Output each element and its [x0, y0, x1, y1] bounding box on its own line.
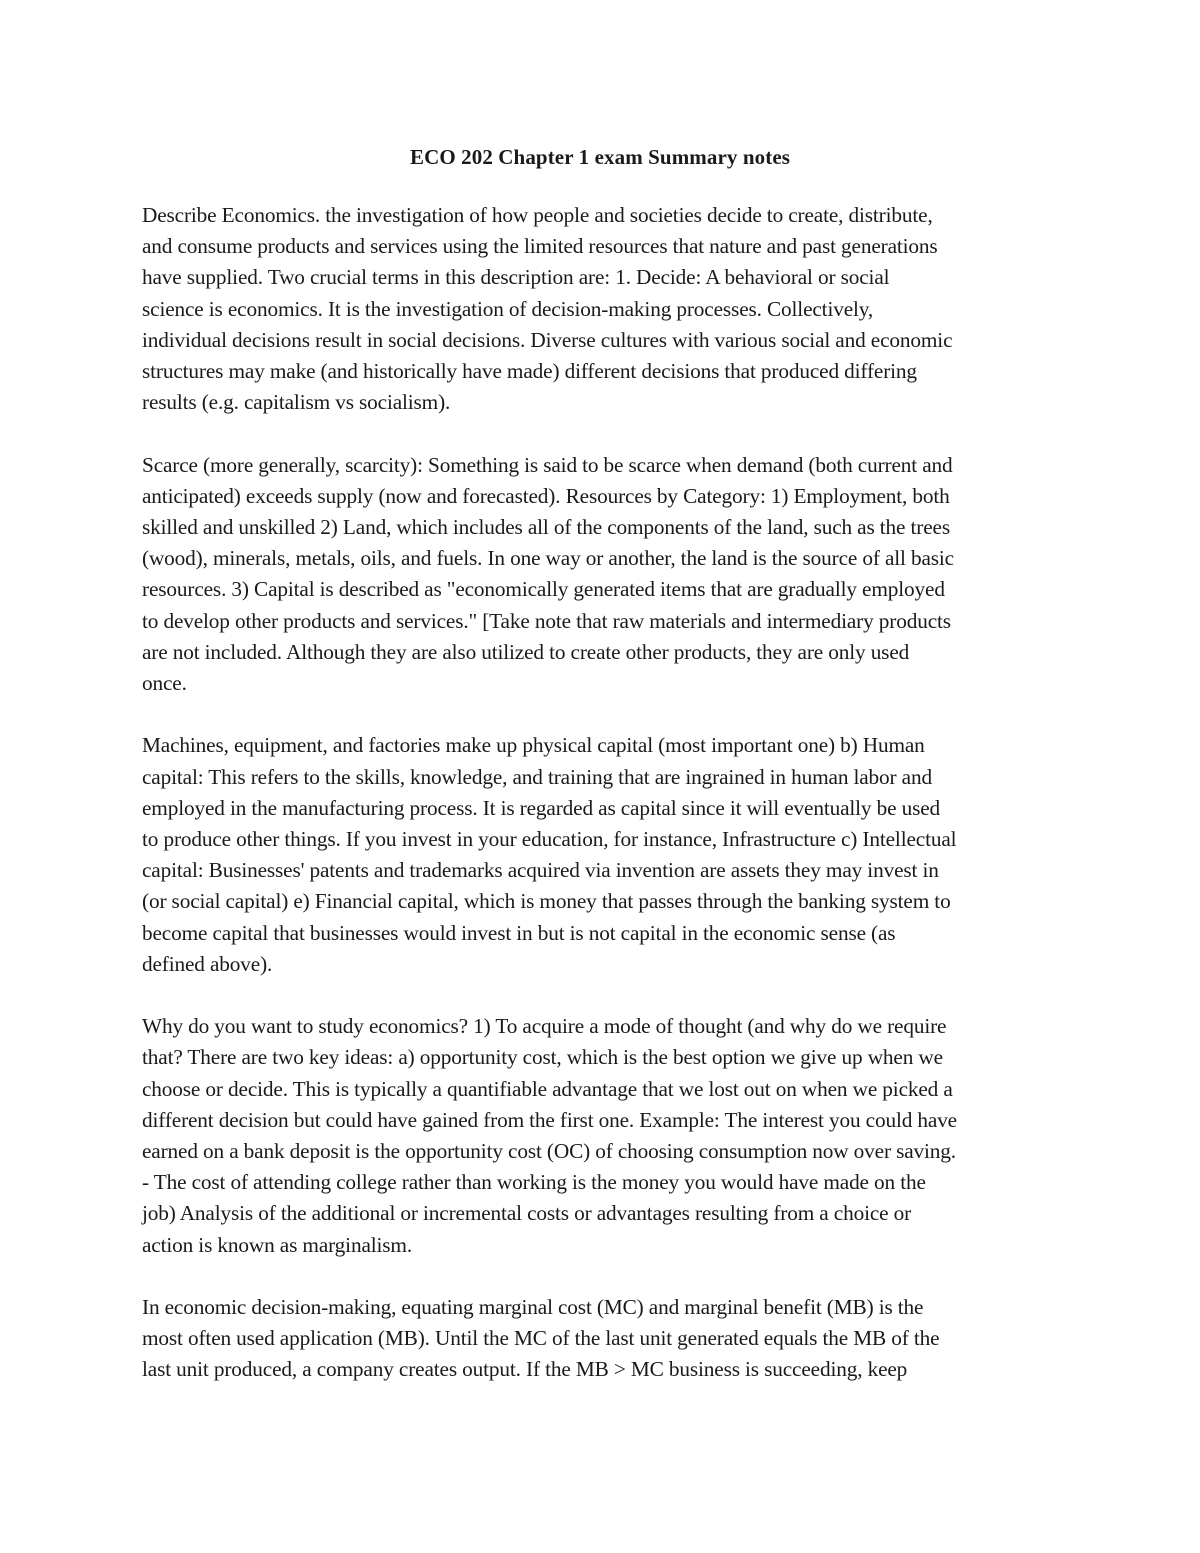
text-line: anticipated) exceeds supply (now and forecasted). Resources by Category: 1) Employment, both — [142, 483, 950, 508]
text-line: job) Analysis of the additional or incremental costs or advantages resulting from a choice or — [142, 1201, 912, 1226]
text-line: capital: Businesses' patents and trademarks acquired via invention are assets they may invest in — [142, 858, 939, 883]
text-line: results (e.g. capitalism vs socialism). — [142, 390, 451, 415]
text-line: science is economics. It is the investigation of decision-making processes. Collectively, — [142, 296, 874, 321]
text-line: to develop other products and services." [Take note that raw materials and intermediary products — [142, 608, 951, 633]
text-line: employed in the manufacturing process. It is regarded as capital since it will eventually be used — [142, 795, 941, 820]
text-line: Machines, equipment, and factories make up physical capital (most important one) b) Human — [142, 733, 925, 758]
text-line: structures may make (and historically have made) different decisions that produced differing — [142, 359, 917, 384]
text-line: (wood), minerals, metals, oils, and fuels. In one way or another, the land is the source of all basic — [142, 546, 954, 571]
text-line: action is known as marginalism. — [142, 1232, 413, 1257]
text-line: resources. 3) Capital is described as "economically generated items that are gradually employed — [142, 577, 945, 602]
text-line: last unit produced, a company creates output. If the MB > MC business is succeeding, keep — [142, 1357, 908, 1382]
text-line: (or social capital) e) Financial capital, which is money that passes through the banking system to — [142, 889, 951, 914]
text-line: have supplied. Two crucial terms in this description are: 1. Decide: A behavioral or social — [142, 265, 890, 290]
text-line: defined above). — [142, 951, 273, 976]
text-line: most often used application (MB). Until the MC of the last unit generated equals the MB of the — [142, 1326, 940, 1351]
text-line: once. — [142, 671, 187, 696]
text-line: individual decisions result in social decisions. Diverse cultures with various social and economic — [142, 327, 953, 352]
text-line: are not included. Although they are also utilized to create other products, they are only used — [142, 639, 910, 664]
text-line: skilled and unskilled 2) Land, which includes all of the components of the land, such as the trees — [142, 515, 950, 540]
document-body — [142, 200, 1064, 1417]
text-line: Why do you want to study economics? 1) To acquire a mode of thought (and why do we require — [142, 1014, 947, 1039]
paragraph-why-study — [142, 1011, 1064, 1261]
text-line: that? There are two key ideas: a) opportunity cost, which is the best option we give up when we — [142, 1045, 943, 1070]
text-line: Describe Economics. the investigation of how people and societies decide to create, distribute, — [142, 203, 933, 227]
text-line: capital: This refers to the skills, knowledge, and training that are ingrained in human labor and — [142, 764, 932, 789]
text-line: to produce other things. If you invest in your education, for instance, Infrastructure c) Intellectual — [142, 827, 957, 852]
page-title: ECO 202 Chapter 1 exam Summary notes — [409, 145, 791, 169]
text-line: earned on a bank deposit is the opportunity cost (OC) of choosing consumption now over saving. — [142, 1139, 956, 1164]
text-line: and consume products and services using the limited resources that nature and past generations — [142, 234, 938, 259]
text-line: different decision but could have gained from the first one. Example: The interest you could have — [142, 1107, 957, 1132]
text-line: become capital that businesses would invest in but is not capital in the economic sense (as — [142, 920, 896, 945]
text-line: Scarce (more generally, scarcity): Something is said to be scarce when demand (both current and — [142, 452, 953, 477]
paragraph-capital — [142, 730, 1064, 980]
paragraph-scarcity — [142, 450, 1064, 700]
text-line: choose or decide. This is typically a quantifiable advantage that we lost out on when we picked a — [142, 1076, 953, 1101]
text-line: In economic decision-making, equating marginal cost (MC) and marginal benefit (MB) is the — [142, 1295, 924, 1320]
text-line: - The cost of attending college rather than working is the money you would have made on the — [142, 1170, 926, 1195]
paragraph-marginal-cost-benefit — [142, 1292, 1064, 1386]
paragraph-describe-economics — [142, 200, 1064, 418]
